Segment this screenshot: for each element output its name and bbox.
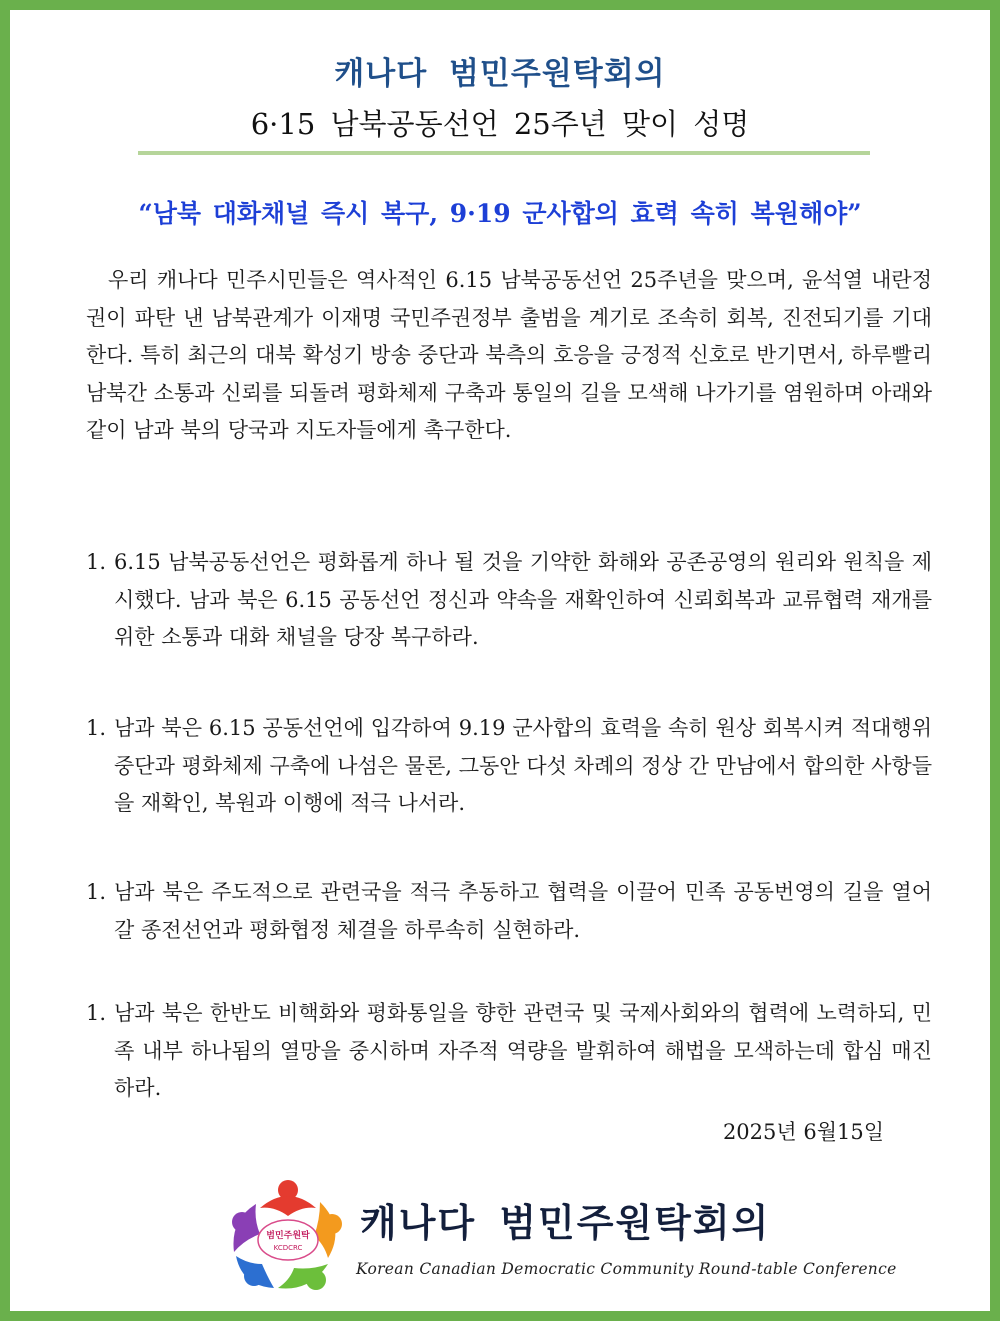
logo-figure-blue xyxy=(236,1256,274,1288)
item-number: 1. xyxy=(86,550,107,574)
org-logo-icon xyxy=(230,1176,346,1294)
footer-org-name: 캐나다 범민주원탁회의 xyxy=(360,1201,771,1245)
logo-figure-red xyxy=(260,1180,316,1216)
demand-item-2 xyxy=(86,710,932,823)
logo-text: 범민주원탁 xyxy=(266,1231,310,1241)
logo-figure-green xyxy=(278,1264,328,1290)
intro-paragraph: 우리 캐나다 민주시민들은 역사적인 6.15 남북공동선언 25주년을 맞으며, 윤석열 내란정권이 파탄 낸 남북관계가 이재명 국민주권정부 출범을 계기로 조속히 회복, 진전되기를 기대한다. 특히 최근의 대북 확성기 방송 중단과 북측의 호응을 긍정적 신호로 반기면서, 하루빨리 남북간 소통과 신뢰를 되돌려 평화체제 구축과 통일의 길을 모색해 나가기를 염원하며 아래와 같이 남과 북의 당국과 지도자들에게 촉구한다. xyxy=(86,268,932,442)
item-text: 남과 북은 한반도 비핵화와 평화통일을 향한 관련국 및 국제사회와의 협력에 노력하되, 민족 내부 하나됨의 열망을 중시하며 자주적 역량을 발휘하여 해법을 모색하는데 합심 매진하라. xyxy=(114,1001,932,1100)
item-text: 6.15 남북공동선언은 평화롭게 하나 될 것을 기약한 화해와 공존공영의 원리와 원칙을 제시했다. 남과 북은 6.15 공동선언 정신과 약속을 재확인하여 신뢰회복과 교류협력 재개를 위한 소통과 대화 채널을 당장 복구하라. xyxy=(114,550,932,649)
statement-subtitle: 6·15 남북공동선언 25주년 맞이 성명 xyxy=(250,107,750,141)
item-number: 1. xyxy=(86,716,107,740)
title-divider xyxy=(138,151,870,155)
demand-item-1 xyxy=(86,544,932,657)
demand-item-4 xyxy=(86,995,932,1108)
logo-figure-purple xyxy=(232,1204,260,1252)
statement-date: 2025년 6월15일 xyxy=(722,1120,884,1144)
item-number: 1. xyxy=(86,880,107,904)
logo-subtext: KCDCRC xyxy=(273,1244,303,1252)
demand-item-3 xyxy=(86,874,932,949)
logo-figure-orange xyxy=(314,1202,342,1258)
footer-org-name-en: Korean Canadian Democratic Community Round-table Conference xyxy=(356,1260,897,1278)
statement-headline: “남북 대화채널 즉시 복구, 9·19 군사합의 효력 속히 복원해야” xyxy=(138,199,862,228)
item-text: 남과 북은 6.15 공동선언에 입각하여 9.19 군사합의 효력을 속히 원상 회복시켜 적대행위 중단과 평화체제 구축에 나섬은 물론, 그동안 다섯 차례의 정상 간 만남에서 합의한 사항들을 재확인, 복원과 이행에 적극 나서라. xyxy=(114,716,932,815)
org-title: 캐나다 범민주원탁회의 xyxy=(334,56,666,92)
item-number: 1. xyxy=(86,1001,107,1025)
item-text: 남과 북은 주도적으로 관련국을 적극 추동하고 협력을 이끌어 민족 공동번영의 길을 열어갈 종전선언과 평화협정 체결을 하루속히 실현하라. xyxy=(114,880,932,942)
